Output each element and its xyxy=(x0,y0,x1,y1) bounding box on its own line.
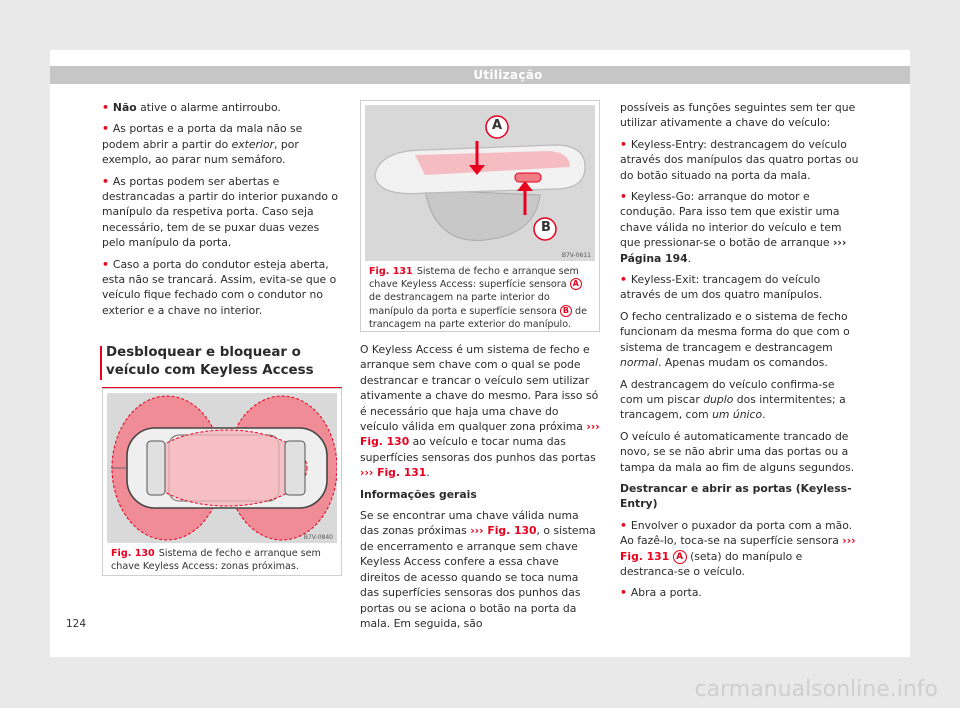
bullet-grip-handle: • Envolver o puxador da porta com a mão. Ao fazê-lo, toca-se na superfície sensora ››› Fig. 131 A (seta) do manípulo e destranca-se o veículo. xyxy=(620,518,860,580)
bullet-keyless-entry: • Keyless-Entry: destrancagem do veículo através dos manípulos das quatro portas ou do botão situado na porta da mala. xyxy=(620,137,860,183)
figure-131-caption: Fig. 131 Sistema de fecho e arranque sem chave Keyless Access: superfície sensora A de destrancagem na parte interior do manípulo da porta e superfície sensora B de trancagem na parte exterior do manípulo. xyxy=(369,266,588,330)
page-header xyxy=(50,66,910,84)
subheading-keyless-entry: Destrancar e abrir as portas (Keyless-Entry) xyxy=(620,481,852,511)
paragraph-functions: possíveis as funções seguintes sem ter que utilizar ativamente a chave do veículo: xyxy=(620,101,856,130)
paragraph-central-locking: O fecho centralizado e o sistema de fecho funcionam da mesma forma do que com o sistema de trancagem e destrancagem normal. Apenas mudam os comandos. xyxy=(620,309,850,370)
bullet-keyless-exit: • Keyless-Exit: trancagem do veículo através de um dos quatro manípulos. xyxy=(620,272,860,303)
header-title: Utilização xyxy=(473,68,543,82)
link-fig-131[interactable]: ››› Fig. 131 xyxy=(360,466,427,480)
figure-code: B7V-0611 xyxy=(561,252,591,259)
column-right xyxy=(620,100,860,607)
bullet-doors-exterior: • As portas e a porta da mala não se podem abrir a partir do exterior, por exemplo, ao parar num semáforo. xyxy=(102,121,342,167)
door-handle-illustration xyxy=(365,105,595,261)
subheading-general-info: Informações gerais xyxy=(360,487,477,501)
section-heading: Desbloquear e bloquear o veículo com Keyless Access xyxy=(102,344,342,380)
link-fig-130[interactable]: ››› Fig. 130 xyxy=(470,524,537,538)
link-fig-130[interactable]: ››› Fig. 130 xyxy=(360,420,600,449)
bullet-driver-door: • Caso a porta do condutor esteja aberta, esta não se trancará. Assim, evita-se que o veículo fique fechado com o condutor no exterior e a chave no interior. xyxy=(102,257,342,319)
callout-b: B xyxy=(560,305,572,317)
figure-130-caption: Fig. 130 Sistema de fecho e arranque sem chave Keyless Access: zonas próximas. xyxy=(111,548,321,573)
bullet-doors-interior: • As portas podem ser abertas e destrancadas a partir do interior puxando o manípulo da respetiva porta. Caso seja necessário, tem de se puxar duas vezes pelo manípulo da porta. xyxy=(102,174,342,251)
figure-131-image xyxy=(365,105,595,261)
watermark: carmanualsonline.info xyxy=(694,677,938,702)
marker-a: A xyxy=(492,118,503,133)
link-fig-131[interactable]: ››› Fig. 131 xyxy=(620,534,856,563)
paragraph-unlock-confirm: A destrancagem do veículo confirma-se com um piscar duplo dos intermitentes; a trancagem, com um único. xyxy=(620,377,846,422)
bullet-keyless-go: • Keyless-Go: arranque do motor e condução. Para isso tem que existir uma chave válida no interior do veículo e tem que pressionar-se o botão de arranque ››› Página 194. xyxy=(620,189,860,266)
paragraph-auto-lock: O veículo é automaticamente trancado de novo, se se não abrir uma das portas ou a tampa da mala ao fim de alguns segundos. xyxy=(620,429,855,474)
figure-code: B7V-0840 xyxy=(303,534,333,541)
figure-130-image xyxy=(107,393,337,543)
callout-a: A xyxy=(673,550,687,564)
paragraph-general-info: Se se encontrar uma chave válida numa das zonas próximas ››› Fig. 130, o sistema de encerramento e arranque sem chave Keyless Access confere a essa chave direitos de acesso quando se toca numa das superfícies sensoras dos punhos das portas ou se aciona o botão na porta da mala. Em seguida, são xyxy=(360,509,596,630)
bullet-open-door: • Abra a porta. xyxy=(620,585,860,600)
paragraph-keyless-intro: O Keyless Access é um sistema de fecho e arranque sem chave com o qual se pode destrancar e trancar o veículo sem utilizar ativamente a chave do mesmo. Para isso só é necessário que haja uma chave do veículo válida em qualquer zona próxima ››› Fig. 130 ao veículo e tocar numa das superfícies sensoras dos punhos das portas ››› Fig. 131. xyxy=(360,343,600,480)
bullet-alarm: • Não ative o alarme antirroubo. xyxy=(102,100,342,115)
figure-130 xyxy=(102,388,342,576)
column-left xyxy=(102,100,342,388)
link-page-194[interactable]: ››› Página 194 xyxy=(620,236,847,265)
figure-131 xyxy=(360,100,600,332)
column-middle xyxy=(360,342,600,637)
callout-a: A xyxy=(570,278,582,290)
car-top-view-illustration xyxy=(107,393,337,543)
page-number: 124 xyxy=(66,618,87,630)
marker-b: B xyxy=(541,220,551,235)
